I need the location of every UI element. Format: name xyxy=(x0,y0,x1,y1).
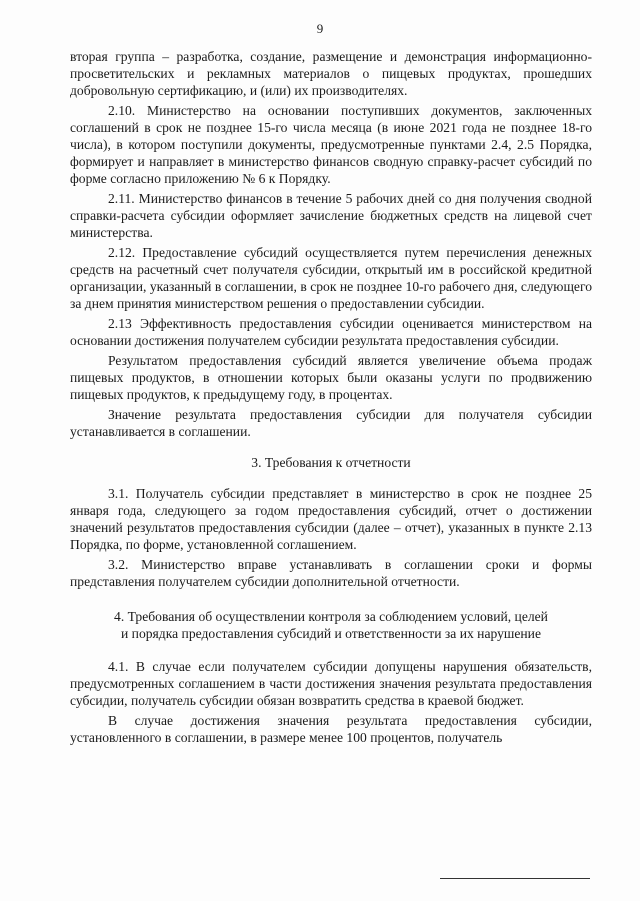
paragraph-2-10: 2.10. Министерство на основании поступивших документов, заключенных соглашений в срок не позднее 15-го числа месяца (в июне 2021 года не позднее 18-го числа), в котором поступили документы, предусмотренные пунктами 2.4, 2.5 Порядка, формирует и направляет в министерство финансов сводную справку-расчет субсидий по форме согласно приложению № 6 к Порядку. xyxy=(70,103,592,186)
paragraph-result-value: Значение результата предоставления субсидии для получателя субсидии устанавливается в соглашении. xyxy=(70,407,592,439)
paragraph-2-12: 2.12. Предоставление субсидий осуществляется путем перечисления денежных средств на расчетный счет получателя субсидии, открытый им в российской кредитной организации, указанный в соглашении, в срок не позднее 10-го рабочего дня, следующего за днем принятия министерством решения о предоставлении субсидии. xyxy=(70,245,592,311)
section-3-heading: 3. Требования к отчетности xyxy=(251,455,411,470)
paragraph-result: Результатом предоставления субсидий является увеличение объема продаж пищевых продуктов, в отношении которых были оказаны услуги по продвижению пищевых продуктов, к предыдущему году, в процентах. xyxy=(70,353,592,402)
paragraph-3-2: 3.2. Министерство вправе устанавливать в соглашении сроки и формы представления получателем субсидии дополнительной отчетности. xyxy=(70,557,592,589)
bottom-divider xyxy=(440,878,590,879)
section-4-heading-line-2: и порядка предоставления субсидий и ответственности за их нарушение xyxy=(121,626,541,641)
paragraph-second-group: вторая группа – разработка, создание, размещение и демонстрация информационно-просветительских и рекламных материалов о пищевых продуктах, прошедших добровольную сертификацию, и (или) их производителях. xyxy=(70,49,592,98)
paragraph-3-1: 3.1. Получатель субсидии представляет в министерство в срок не позднее 25 января года, следующего за годом предоставления субсидий, отчет о достижении значений результатов предоставления субсидии (далее – отчет), указанных в пункте 2.13 Порядка, по форме, установленной соглашением. xyxy=(70,486,592,552)
paragraph-4-1-continued: В случае достижения значения результата предоставления субсидии, установленного в соглашении, в размере менее 100 процентов, получатель xyxy=(70,713,592,745)
paragraph-2-11: 2.11. Министерство финансов в течение 5 рабочих дней со дня получения сводной справки-расчета субсидии оформляет зачисление бюджетных средств на лицевой счет министерства. xyxy=(70,191,592,240)
section-4-heading-line-1: 4. Требования об осуществлении контроля за соблюдением условий, целей xyxy=(114,609,548,624)
paragraph-4-1: 4.1. В случае если получателем субсидии допущены нарушения обязательств, предусмотренных соглашением в части достижения значения результата предоставления субсидии, получатель субсидии обязан возвратить средства в краевой бюджет. xyxy=(70,659,592,708)
paragraph-2-13: 2.13 Эффективность предоставления субсидии оценивается министерством на основании достижения получателем субсидии результата предоставления субсидии. xyxy=(70,316,592,348)
page-number: 9 xyxy=(316,21,324,36)
section-4-heading xyxy=(70,608,592,642)
document-body xyxy=(70,48,592,749)
